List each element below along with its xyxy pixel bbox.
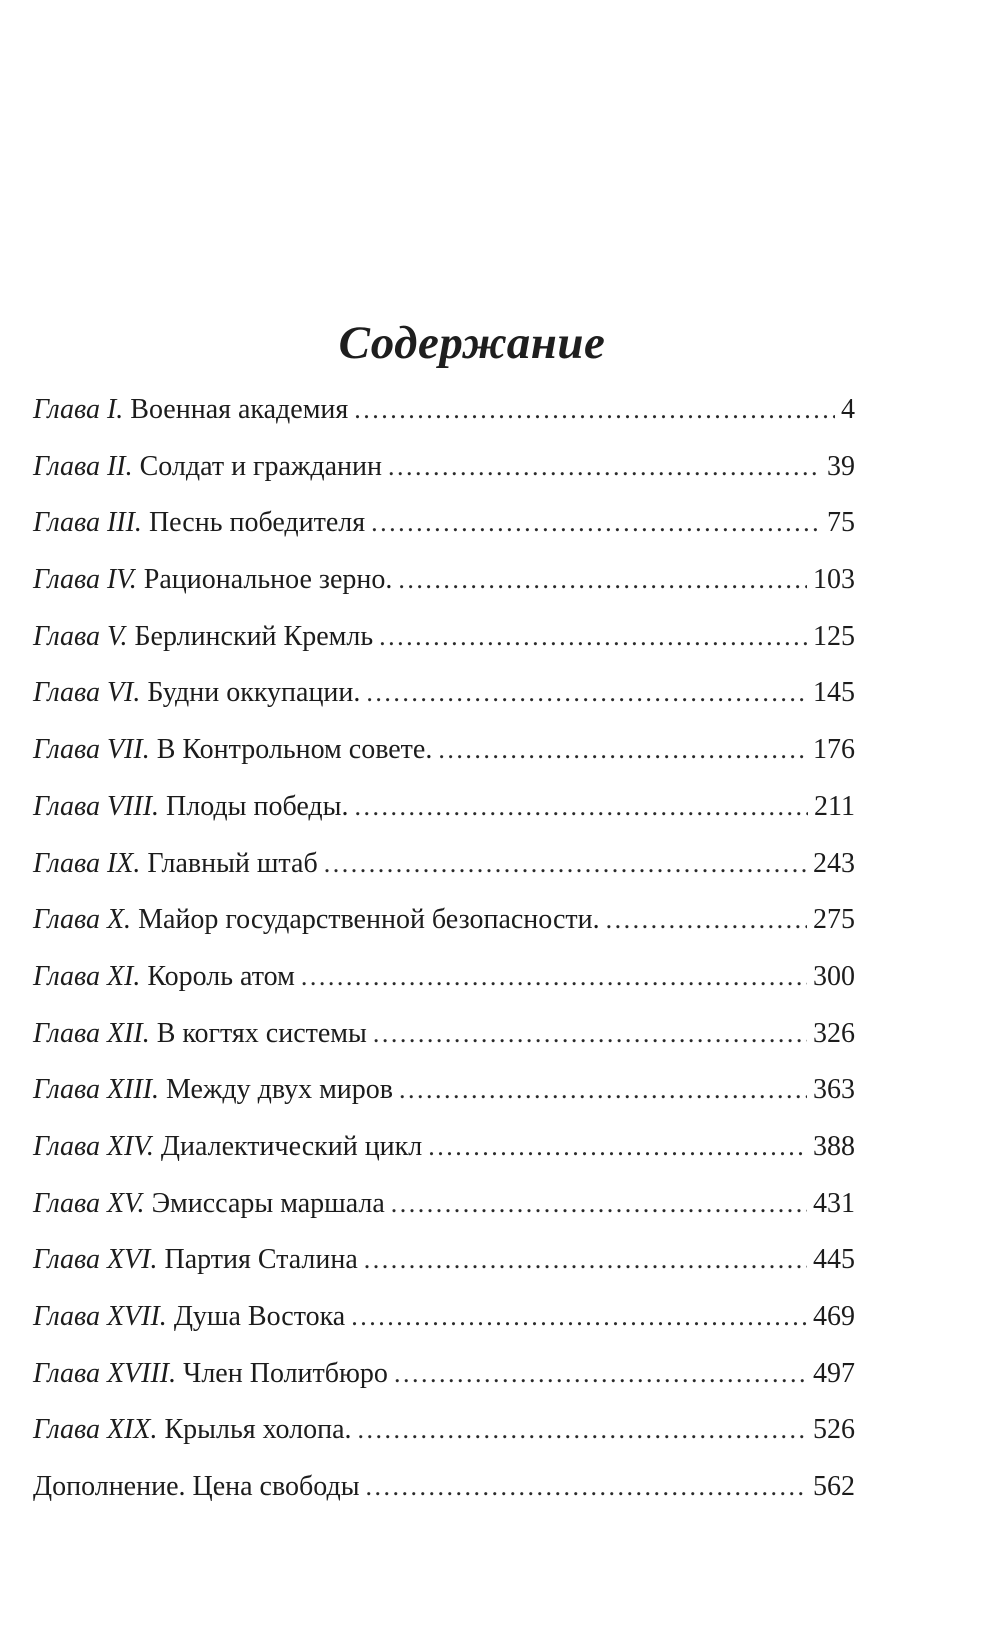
toc-entry bbox=[33, 562, 855, 619]
toc-leader-dots bbox=[388, 449, 821, 485]
toc-chapter-number: Глава XIII. bbox=[33, 1074, 160, 1106]
toc-chapter-title: Солдат и гражданин bbox=[139, 450, 382, 482]
toc-chapter-number: Глава IV. bbox=[33, 564, 137, 596]
toc-chapter-number: Глава III. bbox=[33, 507, 142, 539]
toc-chapter-number: Глава VII. bbox=[33, 734, 150, 766]
toc-chapter-title: Член Политбюро bbox=[183, 1357, 388, 1389]
toc-chapter-number: Глава X. bbox=[33, 904, 132, 936]
toc-entry-label bbox=[33, 1412, 352, 1448]
toc-entry bbox=[33, 732, 855, 789]
toc-entry-label bbox=[33, 959, 295, 995]
toc-entry bbox=[33, 959, 855, 1016]
toc-entry bbox=[33, 1186, 855, 1243]
toc-entry-label bbox=[33, 846, 318, 882]
toc-chapter-number: Глава XI. bbox=[33, 960, 141, 992]
toc-chapter-number: Глава I. bbox=[33, 394, 124, 425]
toc-chapter-number: Глава XIV. bbox=[33, 1130, 154, 1162]
toc-entry-label bbox=[33, 392, 348, 428]
toc-entry-label bbox=[33, 1469, 360, 1505]
toc-chapter-title: Военная академия bbox=[130, 394, 349, 425]
toc-chapter-number: Глава VI. bbox=[33, 677, 141, 709]
toc-chapter-number: Глава XIX. bbox=[33, 1414, 158, 1446]
toc-page-number: 363 bbox=[813, 1074, 855, 1106]
toc-entry bbox=[33, 1469, 855, 1526]
toc-entry bbox=[33, 1016, 855, 1073]
toc-entry-label bbox=[33, 1299, 345, 1335]
toc-entry-label bbox=[33, 789, 348, 825]
toc-page-number: 39 bbox=[827, 450, 855, 482]
toc-chapter-number: Глава XII. bbox=[33, 1017, 150, 1049]
toc-chapter-title: Рациональное зерно. bbox=[143, 564, 393, 596]
toc-leader-dots bbox=[366, 1469, 807, 1505]
toc-leader-dots bbox=[301, 959, 807, 995]
toc-entry bbox=[33, 1129, 855, 1186]
toc-entry-label bbox=[33, 732, 432, 768]
toc-leader-dots bbox=[354, 392, 835, 428]
toc-leader-dots bbox=[391, 1186, 807, 1222]
toc-chapter-number: Глава XVIII. bbox=[33, 1357, 177, 1389]
toc-chapter-title: В Контрольном совете. bbox=[156, 734, 433, 766]
toc-page-number: 145 bbox=[813, 677, 855, 709]
toc-chapter-title: Будни оккупации. bbox=[147, 677, 361, 709]
toc-page-number: 562 bbox=[813, 1471, 855, 1503]
toc-chapter-number: Глава IX. bbox=[33, 847, 141, 879]
toc-leader-dots bbox=[354, 789, 808, 825]
toc-chapter-number: Глава XVII. bbox=[33, 1301, 167, 1332]
page-title: Содержание bbox=[338, 317, 606, 370]
toc-entry-label bbox=[33, 1242, 358, 1278]
toc-leader-dots bbox=[351, 1299, 807, 1335]
toc-entry bbox=[33, 846, 855, 903]
toc-page-number: 526 bbox=[813, 1414, 855, 1446]
toc-entry bbox=[33, 392, 855, 449]
toc-entry bbox=[33, 789, 855, 846]
toc-chapter-number: Глава XV. bbox=[33, 1187, 145, 1219]
toc-entry bbox=[33, 1242, 855, 1299]
toc-chapter-title: Крылья холопа. bbox=[164, 1414, 352, 1446]
toc-entry-label bbox=[33, 505, 365, 541]
toc-entry-label bbox=[33, 619, 373, 655]
toc-entry-label bbox=[33, 902, 600, 938]
toc-entry-label bbox=[33, 562, 392, 598]
toc-entry-label bbox=[33, 1072, 393, 1108]
toc-chapter-number: Глава V. bbox=[33, 620, 128, 652]
toc-entry bbox=[33, 675, 855, 732]
toc-leader-dots bbox=[394, 1356, 807, 1392]
toc-entry-label bbox=[33, 1129, 422, 1165]
toc-chapter-title: Дополнение. Цена свободы bbox=[33, 1471, 360, 1503]
toc-page-number: 176 bbox=[813, 734, 855, 766]
toc-leader-dots bbox=[371, 505, 821, 541]
toc-page-number: 431 bbox=[813, 1187, 855, 1219]
toc-page-number: 75 bbox=[827, 507, 855, 539]
toc-leader-dots bbox=[364, 1242, 807, 1278]
toc-leader-dots bbox=[606, 902, 807, 938]
toc-chapter-title: Майор государственной безопасности. bbox=[138, 904, 600, 936]
toc-entry-label bbox=[33, 449, 382, 485]
toc-chapter-title: Песнь победителя bbox=[148, 507, 366, 539]
toc-page-number: 388 bbox=[813, 1130, 855, 1162]
toc-leader-dots bbox=[358, 1412, 807, 1448]
toc-entry bbox=[33, 505, 855, 562]
toc-entry bbox=[33, 1356, 855, 1413]
toc-page-number: 326 bbox=[813, 1017, 855, 1049]
toc-entry-label bbox=[33, 675, 360, 711]
toc-chapter-title: Диалектический цикл bbox=[160, 1130, 423, 1162]
toc-entry-label bbox=[33, 1186, 385, 1222]
toc-page-number: 211 bbox=[814, 790, 855, 822]
toc-chapter-title: Между двух миров bbox=[166, 1074, 394, 1106]
toc-leader-dots bbox=[373, 1016, 807, 1052]
toc-page-number: 275 bbox=[813, 904, 855, 936]
toc-chapter-title: Эмиссары маршала bbox=[151, 1187, 385, 1219]
toc-page-number: 497 bbox=[813, 1357, 855, 1389]
toc-leader-dots bbox=[366, 675, 807, 711]
toc-page-number: 445 bbox=[813, 1244, 855, 1276]
toc-entry-label bbox=[33, 1016, 367, 1052]
toc-chapter-title: Партия Сталина bbox=[164, 1244, 358, 1276]
toc-chapter-number: Глава VIII. bbox=[33, 790, 160, 822]
toc-leader-dots bbox=[324, 846, 807, 882]
toc-page-number: 300 bbox=[813, 960, 855, 992]
toc-entry bbox=[33, 1072, 855, 1129]
toc-leader-dots bbox=[399, 1072, 807, 1108]
toc-chapter-title: Главный штаб bbox=[147, 847, 318, 879]
toc-leader-dots bbox=[398, 562, 807, 598]
toc-page-number: 4 bbox=[841, 394, 855, 425]
toc-leader-dots bbox=[379, 619, 807, 655]
toc-chapter-title: Берлинский Кремль bbox=[134, 620, 374, 652]
toc-page-number: 125 bbox=[813, 620, 855, 652]
toc-page-number: 243 bbox=[813, 847, 855, 879]
toc-leader-dots bbox=[428, 1129, 807, 1165]
toc-page-number: 103 bbox=[813, 564, 855, 596]
toc-chapter-number: Глава II. bbox=[33, 450, 133, 482]
toc-chapter-title: Король атом bbox=[147, 960, 295, 992]
toc-entry bbox=[33, 1412, 855, 1469]
toc-page-number: 469 bbox=[813, 1301, 855, 1332]
toc-chapter-title: В когтях системы bbox=[156, 1017, 367, 1049]
toc-entry bbox=[33, 1299, 855, 1356]
toc-chapter-title: Душа Востока bbox=[173, 1301, 346, 1332]
toc-leader-dots bbox=[438, 732, 807, 768]
toc-entry bbox=[33, 902, 855, 959]
toc-entry-label bbox=[33, 1356, 388, 1392]
toc-entry bbox=[33, 449, 855, 506]
toc-chapter-title: Плоды победы. bbox=[166, 790, 349, 822]
table-of-contents bbox=[33, 392, 855, 1526]
toc-chapter-number: Глава XVI. bbox=[33, 1244, 158, 1276]
toc-entry bbox=[33, 619, 855, 676]
